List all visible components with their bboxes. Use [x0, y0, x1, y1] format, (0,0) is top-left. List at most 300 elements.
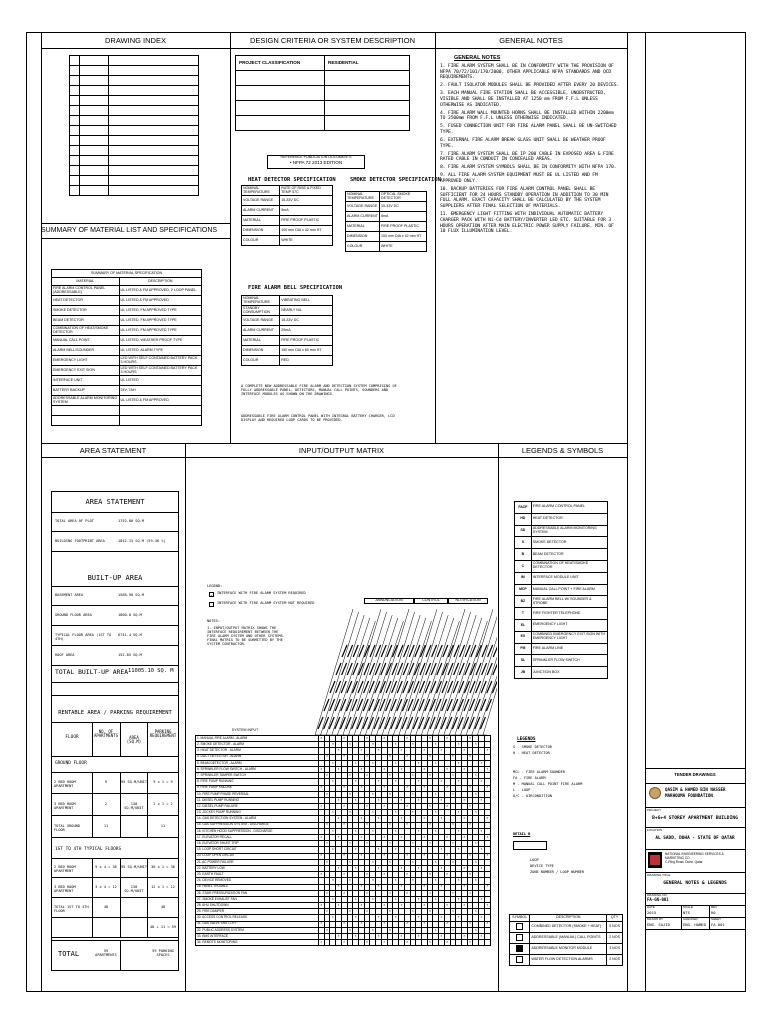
matrix-cell: × [440, 915, 443, 920]
checked-caption: CHECKED [683, 917, 698, 921]
spec-label: VOLTAGE RANGE [346, 202, 380, 212]
divider-criteria-notes [435, 33, 436, 443]
bell-spec-table [241, 295, 333, 366]
spec-row [242, 296, 333, 306]
index-row [70, 116, 199, 126]
matrix-cell: × [411, 742, 414, 747]
matrix-cell: × [429, 890, 431, 895]
matrix-cell: × [360, 921, 363, 926]
material-name: EMERGENCY LIGHT [52, 356, 120, 366]
matrix-cell: × [423, 785, 426, 790]
drawing-title-caption: DRAWING TITLE [647, 873, 671, 877]
matrix-cell: × [326, 822, 329, 827]
matrix-cell: × [360, 785, 363, 790]
matrix-cell: × [366, 822, 369, 827]
matrix-cell: × [377, 779, 380, 784]
matrix-inputs-caption: SYSTEM INPUT [231, 728, 259, 732]
matrix-column-label-mark [324, 699, 329, 711]
matrix-cell: × [343, 803, 346, 808]
matrix-cell: × [371, 760, 374, 765]
index-cell [108, 86, 198, 96]
matrix-cell: × [366, 803, 369, 808]
matrix-cell: × [469, 921, 471, 926]
legend-description: HEAT DETECTOR [531, 513, 607, 525]
area-row-value: 6741.4 SQ.M [118, 633, 142, 637]
spec-row [242, 186, 333, 196]
matrix-input-label: 19. LOOP SHORT CIRCUIT [196, 847, 319, 853]
matrix-cell: × [429, 772, 431, 777]
detail-title: DETAIL B [513, 832, 531, 836]
matrix-input-label: 4. DUCT DETECTOR - ALARM [196, 754, 319, 760]
matrix-column-label-mark [364, 663, 369, 675]
matrix-cell: × [394, 847, 397, 852]
spec-label: DIMENSION [242, 346, 280, 356]
legend-symbol-icon: EX [515, 631, 532, 643]
matrix-cell: × [371, 742, 374, 747]
spec-row [242, 196, 333, 206]
index-cell [108, 146, 198, 156]
matrix-cell: × [354, 779, 357, 784]
reference-box [267, 155, 365, 169]
matrix-cell: × [417, 779, 420, 784]
spec-label: DIMENSION [242, 226, 280, 236]
legend-description: FIRE ALARM LINE [531, 643, 607, 655]
matrix-cell: × [354, 828, 357, 833]
matrix-cell: × [474, 791, 477, 796]
matrix-input-label: 33. BMS INTERFACE [196, 934, 319, 940]
general-note-item: 11. EMERGENCY LIGHT FITTING WITH INDIVIDUAL AUTOMATIC BATTERY CHARGER PACK WITH Ni-Cd BATTERY/INVERTER LED ETC. SUITABLE FOR 3 HOURS OPERATION AFTER MAIN ELECTRIC POWER SUPPLY FAILURE. MIN. OF 10 FLUX ILLUMINATION LEVEL. [440, 212, 614, 235]
matrix-column-label-mark [330, 699, 335, 711]
matrix-cell: × [349, 909, 351, 914]
legend-item [515, 502, 608, 514]
rev-value: R0 [711, 910, 716, 915]
area-statement-table [51, 491, 179, 971]
matrix-cell: × [434, 810, 437, 815]
matrix-cell: × [337, 766, 340, 771]
index-row [70, 86, 199, 96]
col-parking: PARKING REQUIREMENT [149, 729, 177, 739]
legend-item [515, 584, 608, 596]
matrix-cell: × [331, 878, 334, 883]
matrix-cell: × [457, 779, 460, 784]
legend-item [515, 631, 608, 643]
material-name: ADDRESSABLE ALARM MONITORING SYSTEM [53, 395, 118, 404]
matrix-cell: × [429, 735, 431, 740]
matrix-cell: × [474, 927, 477, 932]
spec-value: 20mA [280, 326, 333, 336]
legend-item [515, 537, 608, 549]
area-row [52, 586, 178, 606]
matrix-input-label: 27. SMOKE EXHAUST FAN [196, 896, 319, 902]
matrix-cell: × [337, 884, 340, 889]
matrix-column-label-mark [437, 663, 442, 675]
area-statement-title: AREA STATEMENT [79, 446, 147, 455]
matrix-cell: × [320, 834, 323, 839]
matrix-column-label-mark [470, 699, 475, 711]
matrix-cell: × [349, 841, 351, 846]
matrix-column-label-mark [493, 645, 497, 657]
matrix-cell: × [446, 803, 449, 808]
matrix-cell: × [434, 742, 437, 747]
matrix-cell: × [354, 760, 357, 765]
legend-description: COMBINED EMERGENCY EXIT SIGN WITH EMERGENCY LIGHT [531, 631, 607, 643]
matrix-cell: × [446, 785, 449, 790]
matrix-cell: × [406, 754, 409, 759]
legend-description: SPRINKLER FLOW SWITCH [531, 655, 607, 667]
matrix-cell: × [400, 933, 403, 938]
matrix-cell: × [389, 909, 391, 914]
qty-symbol-cell [510, 922, 530, 933]
matrix-column-label-mark [425, 681, 430, 693]
matrix-cell: × [474, 909, 477, 914]
index-row [70, 146, 199, 156]
matrix-column-label-mark [488, 645, 493, 657]
matrix-input-label: 2. SMOKE DETECTOR - ALARM [196, 742, 319, 748]
drawn-caption: DRAWN BY [647, 917, 664, 921]
qty-col-desc: DESCRIPTION [530, 915, 607, 922]
sheet-value: FA-001 [711, 922, 725, 927]
matrix-column-label-mark [370, 645, 375, 657]
location-caption: LOCATION [647, 828, 663, 832]
matrix-note-text: 1. INPUT/OUTPUT MATRIX SHOWS THE INTERFACE REQUIREMENT BETWEEN THE FIRE ALARM SYSTEM AND OTHER SYSTEMS. FINAL MATRIX TO BE SUBMITTED BY THE SYSTEM CONTRACTOR. [207, 626, 285, 646]
index-cell [80, 106, 108, 116]
index-cell [108, 176, 198, 186]
matrix-cell: × [484, 853, 490, 859]
symbol-call-point-icon [516, 934, 523, 941]
matrix-cell: × [451, 859, 454, 864]
matrix-input-label: 12. DIESEL PUMP FAILURE [196, 804, 319, 810]
qty-col-qty: QTY [607, 915, 623, 922]
matrix-column-label-mark [386, 699, 391, 711]
rentable-cell: 2 x 1 = 2 [153, 802, 173, 806]
tender-label: TENDER DRAWINGS [674, 772, 716, 777]
spec-value: FIRE PROOF PLASTIC [280, 336, 333, 346]
index-cell [108, 166, 198, 176]
material-row [52, 336, 202, 346]
matrix-column-label-mark [404, 645, 409, 657]
matrix-cell: × [463, 816, 466, 821]
matrix-column-label-mark [454, 645, 459, 657]
cell-divider [92, 918, 93, 938]
scale-caption: SCALE [683, 905, 693, 909]
matrix-cell: × [451, 754, 454, 759]
sheet-caption: SHEET [711, 917, 722, 921]
matrix-cell: × [474, 772, 477, 777]
matrix-column-label-mark [398, 645, 403, 657]
matrix-cell: × [480, 828, 483, 833]
spec-row [242, 226, 333, 236]
matrix-column-label-mark [481, 681, 486, 693]
legend-symbol-icon: S [515, 537, 532, 549]
divider-index-criteria [230, 33, 231, 443]
material-row [52, 306, 202, 316]
divider-lower-header [41, 457, 627, 458]
matrix-column-label-mark [459, 663, 464, 675]
index-cell [80, 56, 108, 66]
qty-row [510, 955, 623, 966]
matrix-column-label-mark [387, 645, 392, 657]
matrix-cell: × [354, 847, 357, 852]
index-row [70, 56, 199, 66]
matrix-cell: × [417, 896, 420, 901]
total-builtup-label: TOTAL BUILT-UP AREA [55, 668, 129, 676]
spec-value: WHITE [280, 236, 333, 246]
matrix-input-label: 24. DEVICE REMOVED [196, 878, 319, 884]
qty-row [510, 944, 623, 955]
date-caption: DATE [647, 905, 655, 909]
matrix-cell: × [377, 933, 380, 938]
qty-value: 5 NOS [607, 922, 623, 933]
matrix-cell: × [366, 735, 369, 740]
matrix-cell: × [474, 859, 477, 864]
matrix-column-label-mark [381, 663, 386, 675]
matrix-cell: × [411, 841, 414, 846]
spec-value: 5mA [280, 206, 333, 216]
index-cell [108, 96, 198, 106]
legend-symbol-icon: EL [515, 619, 532, 631]
matrix-cell: × [429, 909, 431, 914]
summary-material-title: SUMMARY OF MATERIAL LIST AND SPECIFICATIONS [41, 227, 218, 234]
area-row [52, 626, 178, 646]
rentable-row [52, 858, 178, 878]
matrix-cell: × [434, 791, 437, 796]
matrix-cell: × [406, 890, 409, 895]
index-cell [108, 106, 198, 116]
matrix-grid [195, 735, 491, 946]
abbr-line: ZONE NUMBER / LOOP NUMBER [530, 869, 585, 874]
matrix-cell: × [383, 902, 386, 907]
qty-symbol-cell [510, 955, 530, 966]
matrix-cell: × [474, 742, 477, 747]
matrix-cell: × [411, 772, 414, 777]
drawing-title: GENERAL NOTES & LEGENDS [663, 881, 727, 886]
legend-description: FIRE ALARM BELL W/ SOUNDER & STROBE [531, 596, 607, 608]
legend-description: FIRE FIGHTER TELEPHONE [531, 608, 607, 620]
material-desc: UL LISTED & FM APPROVED [119, 396, 202, 406]
matrix-cell: × [429, 841, 431, 846]
rentable-cell: 130 SQ.M/UNIT [124, 885, 144, 893]
spec-row [242, 316, 333, 326]
matrix-cell: × [343, 940, 346, 945]
matrix-cell: × [480, 760, 483, 765]
area-total-parking: 59 PARKING SPACES [152, 949, 174, 957]
matrix-cell: × [331, 915, 334, 920]
matrix-column-label-mark [359, 645, 364, 657]
rentable-row [52, 816, 178, 838]
matrix-cell: × [451, 927, 454, 932]
legend-description: INTERFACE MODULE UNIT [531, 572, 607, 584]
matrix-cell: × [463, 884, 466, 889]
symbol-monitor-module-icon [516, 945, 523, 952]
matrix-cell: × [411, 909, 414, 914]
symbol-flow-alarm-icon [516, 956, 523, 963]
matrix-cell: × [371, 810, 374, 815]
qty-symbol-cell [510, 944, 530, 955]
index-cell [70, 106, 80, 116]
matrix-cell: × [411, 810, 414, 815]
rentable-cell: 11 [103, 824, 109, 828]
material-table [51, 269, 202, 426]
matrix-cell: × [417, 915, 420, 920]
matrix-column-label-mark [482, 645, 487, 657]
detail-symbol-box [513, 841, 547, 850]
matrix-cell: × [360, 766, 363, 771]
matrix-cell: × [440, 865, 443, 870]
matrix-input-label: 5. BEAM DETECTOR - ALARM [196, 760, 319, 766]
matrix-cell: × [366, 841, 369, 846]
matrix-cell: × [331, 828, 334, 833]
area-row-label: ROOF AREA [55, 653, 75, 657]
project-caption: PROJECT [647, 808, 662, 812]
spec-value: 15-33V DC [280, 196, 333, 206]
general-note-item: 7. FIRE ALARM SYSTEM SHALL BE IP 200 CABLE IN EXPOSED AREA & FIRE RATED CABLE IN CONDUIT IN CONCEALED AREAS. [440, 151, 614, 163]
matrix-cell: × [331, 810, 334, 815]
index-cell [80, 96, 108, 106]
matrix-cell: × [389, 841, 391, 846]
matrix-cell: × [423, 816, 426, 821]
matrix-cell: × [377, 748, 380, 753]
spec-value: WHITE [380, 242, 427, 252]
matrix-cell: × [434, 760, 437, 765]
material-desc: LED WITH SELF CONTAINED BATTERY PACK 3 HOURS [119, 356, 202, 366]
spec-label: COLOUR [346, 242, 380, 252]
index-row [70, 156, 199, 166]
index-cell [70, 76, 80, 86]
rentable-row [52, 898, 178, 918]
index-cell [80, 186, 108, 196]
index-row [70, 136, 199, 146]
matrix-cell: × [411, 927, 414, 932]
index-cell [108, 126, 198, 136]
area-row [52, 606, 178, 626]
spec-row [242, 306, 333, 316]
matrix-cell: × [349, 742, 351, 747]
material-desc: UL LISTED [119, 376, 202, 386]
title-block [645, 768, 745, 991]
spec-row [242, 336, 333, 346]
rentable-cell: 9 x 1 = 9 [153, 780, 173, 784]
matrix-cell: × [383, 766, 386, 771]
matrix-column-headers [187, 603, 497, 738]
matrix-cell: × [463, 748, 466, 753]
builtup-title: BUILT-UP AREA [87, 574, 143, 582]
divider-titleblock [627, 33, 628, 991]
qty-symbol-cell [510, 933, 530, 944]
matrix-cell: × [383, 940, 386, 945]
index-row [70, 186, 199, 196]
drawing-index-table [69, 55, 199, 195]
spec-value: 5mA [380, 212, 427, 222]
matrix-key-1: INTERFACE WITH FIRE ALARM SYSTEM REQUIRED [217, 591, 306, 595]
spec-label: ALARM CURRENT [242, 326, 280, 336]
spec-value: RED [280, 356, 333, 366]
matrix-column-label-mark [375, 663, 380, 675]
material-desc: LED WITH SELF CONTAINED BATTERY PACK 3 HOURS [119, 366, 202, 376]
general-note-item: 4. FIRE ALARM WALL MOUNTED HORNS SHALL BE INSTALLED WITHIN 2200mm TO 2500mm FROM F.F.L UNLESS OTHERWISE INDICATED. [440, 110, 614, 122]
divider-index-summary-bottom [41, 238, 230, 239]
matrix-column-label-mark [352, 699, 357, 711]
spec-label: VOLTAGE RANGE [242, 196, 280, 206]
material-row [52, 396, 202, 406]
spec-row [242, 216, 333, 226]
legend-symbol-icon: IM [515, 572, 532, 584]
bell-spec-title: FIRE ALARM BELL SPECIFICATION [248, 285, 343, 291]
matrix-cell: × [394, 742, 397, 747]
matrix-cell: × [331, 896, 334, 901]
index-cell [108, 186, 198, 196]
matrix-cell: × [360, 884, 363, 889]
legend-symbol-icon: BZ [515, 596, 532, 608]
drawing-index-title: DRAWING INDEX [105, 36, 166, 45]
matrix-column-label-mark [443, 645, 448, 657]
index-cell [108, 66, 198, 76]
index-cell [80, 176, 108, 186]
matrix-cell: × [326, 909, 329, 914]
matrix-cell: × [337, 933, 340, 938]
matrix-cell: × [451, 890, 454, 895]
legend-symbol-icon: B [515, 549, 532, 561]
matrix-cell: × [331, 742, 334, 747]
matrix-cell: × [394, 828, 397, 833]
matrix-column-label-mark [348, 645, 353, 657]
date-value: 2015 [647, 910, 657, 915]
matrix-cell: × [343, 785, 346, 790]
area-row-value: 1568.90 SQ.M [118, 593, 144, 597]
area-row-value: 152.85 SQ.M [118, 653, 142, 657]
qty-description: ADDRESSABLE (MANUAL) CALL POINTS [530, 933, 607, 944]
spec-label: NOMINAL TEMPERATURE [242, 296, 280, 306]
material-name: ALARM BELL/SOUNDER [52, 346, 120, 356]
col-apartments: NO. OF APARTMENTS [93, 729, 119, 739]
index-row [70, 66, 199, 76]
matrix-cell: × [400, 797, 403, 802]
matrix-cell: × [423, 902, 426, 907]
rentable-cell: TOTAL 1ST TO 4TH FLOOR [54, 905, 89, 913]
legend-item [515, 513, 608, 525]
matrix-cell: × [446, 735, 449, 740]
matrix-input-label: 3. HEAT DETECTOR - ALARM [196, 748, 319, 754]
matrix-cell: × [429, 822, 431, 827]
legend-item [515, 608, 608, 620]
matrix-cell: × [377, 797, 380, 802]
index-cell [80, 86, 108, 96]
index-cell [70, 186, 80, 196]
matrix-cell: × [343, 735, 346, 740]
matrix-input-label: 21. AC POWER FAILURE [196, 859, 319, 865]
legend-description: BEAM DETECTOR [531, 549, 607, 561]
spec-row [346, 242, 427, 252]
title-block-grid [645, 893, 745, 989]
material-name [52, 406, 120, 416]
client-line-1: QASIM & HAMED BIN NASSER [665, 787, 726, 792]
matrix-cell: × [343, 871, 346, 876]
matrix-cell: × [326, 791, 329, 796]
matrix-column-label-mark [436, 699, 441, 711]
matrix-column-label-mark [460, 645, 465, 657]
divider-matrix-legends [498, 443, 499, 991]
consultant-logo [648, 852, 662, 868]
matrix-cell: × [320, 853, 323, 858]
matrix-input-label: 6. SPRINKLER FLOW SWITCH - ALARM [196, 766, 319, 772]
matrix-cell: × [326, 890, 329, 895]
scale-value: NTS [683, 910, 690, 915]
matrix-cell: × [349, 859, 351, 864]
qty-value: 2 NOS [607, 933, 623, 944]
matrix-cell: × [469, 890, 471, 895]
area-row [52, 646, 178, 666]
matrix-cell: × [469, 940, 471, 945]
matrix-cell: × [417, 797, 420, 802]
